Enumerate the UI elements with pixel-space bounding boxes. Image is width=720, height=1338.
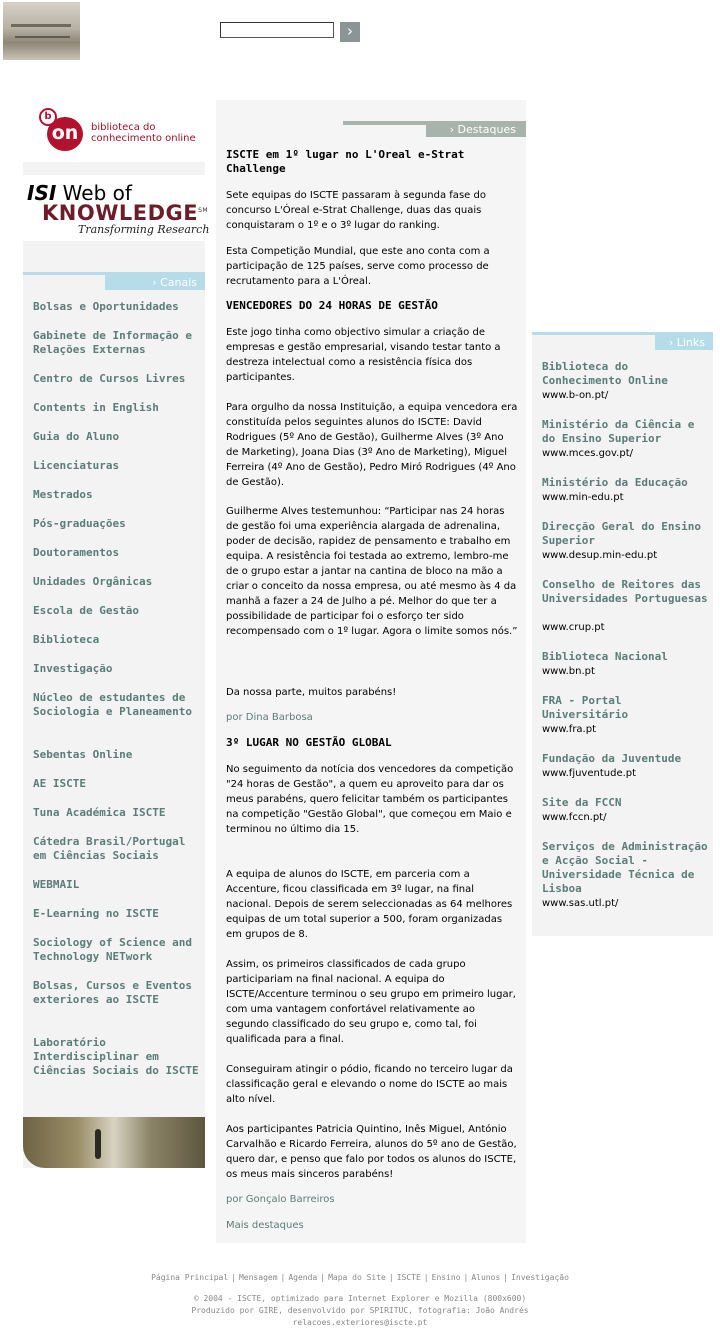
footer-link-mensagem[interactable]: Mensagem — [238, 1273, 278, 1282]
footer-separator: | — [320, 1273, 326, 1282]
bon-logo-line2: conhecimento online — [91, 133, 196, 144]
article-1-title: ISCTE em 1º lugar no L'Oreal e-Strat Challenge — [226, 148, 465, 175]
nav-item-sebentas[interactable]: Sebentas Online — [33, 748, 133, 761]
nav-item-biblioteca[interactable]: Biblioteca — [33, 633, 100, 646]
link-sas-name[interactable]: Serviços de Administração e Acção Social - Universidade Técnica de Lisboa — [542, 840, 708, 895]
nav-item-bolsas-exteriores[interactable]: Bolsas, Cursos e Eventos exteriores ao ISCTE — [33, 979, 192, 1006]
link-desup-name[interactable]: Direcção Geral do Ensino Superior — [542, 520, 701, 547]
corridor-photo — [23, 1117, 205, 1168]
link-crup-name[interactable]: Conselho de Reitores das Universidades Portuguesas — [542, 578, 708, 605]
bon-logo-circle: on — [47, 117, 83, 151]
nav-item-investigacao[interactable]: Investigação — [33, 662, 113, 675]
footer-link-pagina-principal[interactable]: Página Principal — [151, 1273, 229, 1282]
link-bon-name[interactable]: Biblioteca do Conhecimento Online — [542, 360, 668, 387]
nav-item-tuna[interactable]: Tuna Académica ISCTE — [33, 806, 166, 819]
isi-knowledge: KNOWLEDGE — [42, 201, 199, 225]
footer-link-iscte[interactable]: ISCTE — [396, 1273, 421, 1282]
nav-item-pos-graduacoes[interactable]: Pós-graduações — [33, 517, 126, 530]
footer-separator: | — [503, 1273, 509, 1282]
footer-link-ensino[interactable]: Ensino — [431, 1273, 461, 1282]
link-fra-name[interactable]: FRA - Portal Universitário — [542, 694, 629, 721]
article-3-title: 3º LUGAR NO GESTÃO GLOBAL — [226, 736, 392, 749]
footer-copyright: © 2004 - ISCTE, optimizado para Internet Explorer e Mozilla (800x600) — [193, 1294, 527, 1303]
nav-item-catedra[interactable]: Cátedra Brasil/Portugal em Ciências Sociais — [33, 835, 186, 862]
article-1-para-2: Esta Competição Mundial, que este ano conta com a participação de 125 países, serve como processo de recrutamento para a L'Óreal. — [226, 246, 490, 287]
footer-nav — [0, 1272, 720, 1284]
article-3-para-4: Conseguiram atingir o pódio, ficando no terceiro lugar da classificação geral e elevando o nome do ISCTE ao mais alto nível. — [226, 1064, 513, 1105]
article-2-title: VENCEDORES DO 24 HORAS DE GESTÃO — [226, 299, 438, 312]
nav-item-doutoramentos[interactable]: Doutoramentos — [33, 546, 120, 559]
more-destaques-link[interactable]: Mais destaques — [226, 1220, 304, 1231]
article-2-para-1: Este jogo tinha como objectivo simular a criação de empresas e gestão empresarial, visando testar tanto a destreza intelectual como a resistência física dos participantes. — [226, 327, 501, 383]
nav-item-unidades[interactable]: Unidades Orgânicas — [33, 575, 153, 588]
link-fccn-name[interactable]: Site da FCCN — [542, 796, 622, 809]
isi-logo-knowledge — [42, 200, 208, 224]
link-fra-url[interactable]: www.fra.pt — [542, 724, 597, 735]
article-3-para-3: Assim, os primeiros classificados de cada grupo participariam na final nacional. A equipa do ISCTE/Accenture terminou o seu grupo em primeiro lugar, com uma vantagem confortável relativamente ao segundo classificado do seu grupo e, como tal, foi qualificada para a final. — [226, 959, 516, 1045]
canais-heading: › Canais — [105, 275, 205, 290]
footer-credits: Produzido por GIRE, desenvolvido por SPIRITUC, fotografia: João Andrés — [191, 1306, 529, 1315]
isi-sm: SM — [198, 207, 209, 214]
nav-item-elearning[interactable]: E-Learning no ISCTE — [33, 907, 159, 920]
footer-link-agenda[interactable]: Agenda — [288, 1273, 318, 1282]
article-2-para-2: Para orgulho da nossa Instituição, a equipa vencedora era constituída pelos seguintes alunos do ISCTE: David Rodrigues (5º Ano de Gestão), Guilherme Alves (3º Ano de Marketing), Joana Dias (3º Ano de Marketing), Miguel Ferreira (4º Ano de Gestão), Pedro Miró Rodrigues (4º Ano de Gestão). — [226, 402, 518, 488]
link-fccn-url[interactable]: www.fccn.pt/ — [542, 812, 607, 823]
search-input[interactable] — [220, 22, 334, 38]
link-desup-url[interactable]: www.desup.min-edu.pt — [542, 550, 658, 561]
footer-separator: | — [231, 1273, 236, 1282]
article-3-para-1: No seguimento da notícia dos vencedores da competição "24 horas de Gestão", a quem eu aproveito para dar os meus parabéns, quero felicitar também os participantes na competição "Gestão Global", que começou em Maio e terminou no último dia 15. — [226, 764, 514, 835]
bon-logo-line1: biblioteca do — [91, 122, 156, 133]
link-min-edu-name[interactable]: Ministério da Educação — [542, 476, 688, 489]
footer-separator: | — [388, 1273, 394, 1282]
link-mces-name[interactable]: Ministério da Ciência e do Ensino Superior — [542, 418, 695, 445]
footer-link-investigacao[interactable]: Investigação — [511, 1273, 569, 1282]
nav-item-gabinete[interactable]: Gabinete de Informação e Relações Externas — [33, 329, 192, 356]
nav-item-sociology[interactable]: Sociology of Science and Technology NETwork — [33, 936, 192, 963]
isi-logo-tagline: Transforming Research — [78, 223, 210, 236]
footer-separator: | — [423, 1273, 429, 1282]
search-button[interactable]: › — [340, 22, 360, 42]
article-2-para-4: Da nossa parte, muitos parabéns! — [226, 687, 397, 698]
link-bn-name[interactable]: Biblioteca Nacional — [542, 650, 668, 663]
link-bn-url[interactable]: www.bn.pt — [542, 666, 595, 677]
footer-link-alunos[interactable]: Alunos — [471, 1273, 501, 1282]
footer-link-mapa-site[interactable]: Mapa do Site — [328, 1273, 386, 1282]
footer-separator: | — [463, 1273, 469, 1282]
article-1-para-1: Sete equipas do ISCTE passaram à segunda fase do concurso L'Óreal e-Strat Challenge, duas das quais conquistaram o 1º e o 3º lugar do ranking. — [226, 190, 486, 231]
footer-separator: | — [280, 1273, 286, 1282]
nav-item-cursos-livres[interactable]: Centro de Cursos Livres — [33, 372, 186, 385]
links-heading: › Links — [655, 335, 713, 350]
article-3-author[interactable]: por Gonçalo Barreiros — [226, 1194, 335, 1205]
link-mces-url[interactable]: www.mces.gov.pt/ — [542, 448, 634, 459]
link-fjuventude-url[interactable]: www.fjuventude.pt — [542, 768, 637, 779]
nav-item-english[interactable]: Contents in English — [33, 401, 159, 414]
link-min-edu-url[interactable]: www.min-edu.pt — [542, 492, 624, 503]
link-fjuventude-name[interactable]: Fundação da Juventude — [542, 752, 682, 765]
article-2-para-3: Guilherme Alves testemunhou: “Participar nas 24 horas de gestão foi uma experiência alargada de adrenalina, poder de decisão, rapidez de pensamento e trabalho em equipa. A resistência foi testada ao extremo, lembro-me de o grupo estar a jantar na cantina de bloco na mão a criar o conceito da nossa empresa, ou até mesmo às 4 da manhã a fazer a 24 de Julho a pé. Melhor do que ter a possibilidade de participar foi o esforço ter sido recompensado com o 1º lugar. Agora o limite somos nós.” — [226, 506, 518, 637]
header-photo — [3, 2, 80, 60]
nav-item-licenciaturas[interactable]: Licenciaturas — [33, 459, 120, 472]
nav-item-ae-iscte[interactable]: AE ISCTE — [33, 777, 86, 790]
isi-web-of: Web of — [62, 181, 132, 205]
article-3-para-2: A equipa de alunos do ISCTE, em parceria com a Accenture, ficou classificada em 3º lugar, na final nacional. Depois de serem seleccionadas as 64 melhores equipas de um total superior a 500, foram organizadas em grupos de 8. — [226, 869, 513, 940]
link-bon-url[interactable]: www.b-on.pt/ — [542, 390, 609, 401]
footer-email-link[interactable]: relacoes.exteriores@iscte.pt — [292, 1318, 428, 1327]
link-sas-url[interactable]: www.sas.utl.pt/ — [542, 898, 619, 909]
article-3-para-5: Aos participantes Patricia Quintino, Inês Miguel, António Carvalhão e Ricardo Ferreira, alunos do 5º ano de Gestão, quero dar, e penso que falo por todos os alunos do ISCTE, os meus mais sinceros parabéns! — [226, 1124, 517, 1180]
nav-item-escola-gestao[interactable]: Escola de Gestão — [33, 604, 139, 617]
link-crup-url[interactable]: www.crup.pt — [542, 622, 605, 633]
nav-item-laboratorio[interactable]: Laboratório Interdisciplinar em Ciências Sociais do ISCTE — [33, 1036, 199, 1077]
isi-prefix: ISI — [27, 181, 57, 205]
article-2-author[interactable]: por Dina Barbosa — [226, 712, 313, 723]
nav-item-nucleo[interactable]: Núcleo de estudantes de Sociologia e Planeamento — [33, 691, 192, 718]
nav-item-mestrados[interactable]: Mestrados — [33, 488, 93, 501]
nav-item-webmail[interactable]: WEBMAIL — [33, 878, 80, 891]
nav-item-bolsas[interactable]: Bolsas e Oportunidades — [33, 300, 179, 313]
bon-logo-b: b — [39, 108, 57, 126]
nav-item-guia-aluno[interactable]: Guia do Aluno — [33, 430, 120, 443]
destaques-heading: › Destaques — [426, 122, 526, 137]
